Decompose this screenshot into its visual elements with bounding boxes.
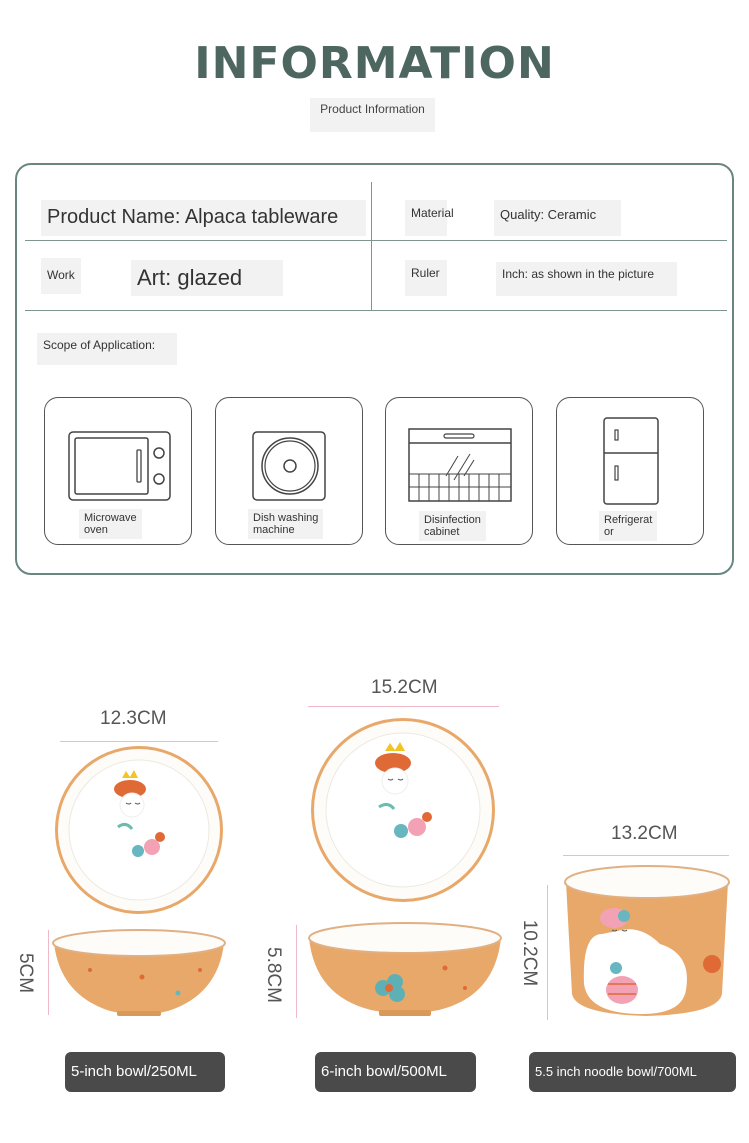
bowl-1-side-view	[50, 925, 230, 1020]
work-label: Work	[41, 258, 81, 294]
application-label: Refrigerat	[604, 514, 653, 526]
bowl-3-height: 10.2CM	[519, 919, 540, 987]
ruler-value: Inch: as shown in the picture	[496, 262, 677, 296]
dimension-line	[48, 930, 49, 1015]
ruler-label: Ruler	[405, 260, 447, 296]
material-label: Material	[405, 200, 447, 236]
application-label: Microwave	[84, 512, 137, 524]
dimension-line	[308, 706, 499, 707]
application-label: machine	[253, 524, 295, 536]
dimension-line	[563, 855, 729, 856]
bowl-3-side-view	[562, 864, 732, 1020]
table-divider	[371, 182, 372, 310]
product-name: Product Name: Alpaca tableware	[41, 200, 366, 236]
page-title: INFORMATION	[194, 38, 555, 89]
application-card-disinfection	[385, 397, 533, 545]
bowl-1-height: 5CM	[15, 952, 36, 994]
scope-label: Scope of Application:	[37, 333, 177, 365]
page-subtitle: Product Information	[310, 98, 435, 132]
bowl-2-name: 6-inch bowl/500ML	[315, 1052, 476, 1092]
bowl-2-height: 5.8CM	[263, 947, 284, 1003]
dimension-line	[296, 925, 297, 1018]
material-value: Quality: Ceramic	[494, 200, 621, 236]
table-divider	[25, 240, 727, 241]
bowl-2-diameter: 15.2CM	[371, 677, 438, 698]
bowl-2-top-view	[305, 717, 501, 905]
bowl-3-diameter: 13.2CM	[611, 823, 678, 844]
work-value: Art: glazed	[131, 260, 283, 296]
application-label: cabinet	[424, 526, 460, 538]
bowl-1-top-view	[50, 745, 230, 917]
application-label: oven	[84, 524, 108, 536]
dimension-line	[547, 885, 548, 1020]
bowl-2-side-view	[305, 918, 505, 1020]
application-card-refrigerator	[556, 397, 704, 545]
bowl-1-name: 5-inch bowl/250ML	[65, 1052, 225, 1092]
application-card-dishwasher	[215, 397, 363, 545]
table-divider	[25, 310, 727, 311]
application-label: Dish washing	[253, 512, 319, 524]
application-label: Disinfection	[424, 514, 481, 526]
application-label: or	[604, 526, 614, 538]
application-card-microwave	[44, 397, 192, 545]
bowl-3-name: 5.5 inch noodle bowl/700ML	[529, 1052, 736, 1092]
dimension-line	[60, 741, 218, 742]
bowl-1-diameter: 12.3CM	[100, 708, 167, 729]
